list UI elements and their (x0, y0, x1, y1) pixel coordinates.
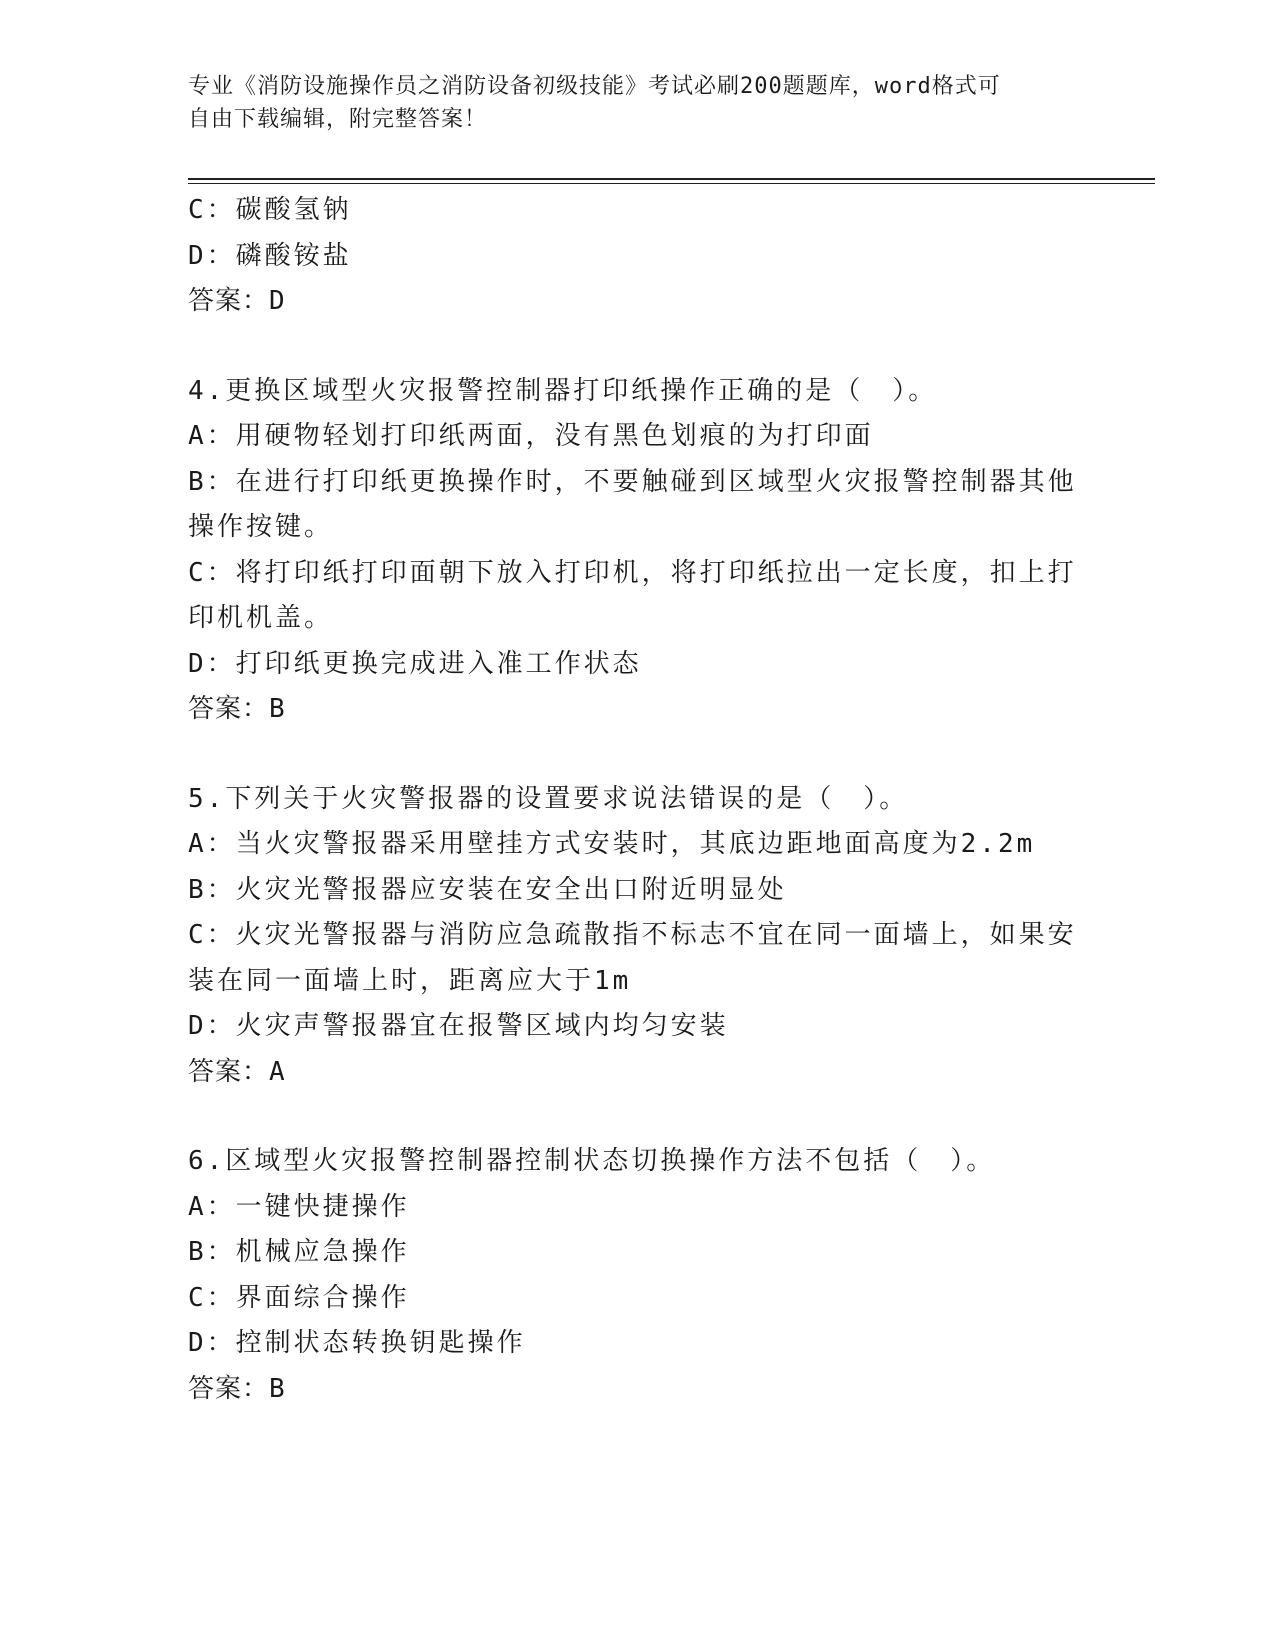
option-c-line-1: C：将打印纸打印面朝下放入打印机，将打印纸拉出一定长度，扣上打 (188, 557, 1077, 588)
option-c: C：碳酸氢钠 (188, 195, 352, 225)
answer-line: 答案：B (188, 694, 286, 724)
option-a: A：用硬物轻划打印纸两面，没有黑色划痕的为打印面 (188, 421, 874, 451)
option-c-line-1: C：火灾光警报器与消防应急疏散指不标志不宜在同一面墙上，如果安 (188, 920, 1077, 950)
option-a: A：一键快捷操作 (188, 1191, 410, 1222)
header-divider-thin (188, 183, 1155, 184)
option-c-line-2: 印机机盖。 (188, 603, 334, 633)
question-4 (188, 369, 1088, 733)
option-c-line-2: 装在同一面墙上时，距离应大于1m (188, 965, 632, 996)
spacer (188, 325, 1088, 369)
answer-line: 答案：D (188, 286, 286, 316)
question-5 (188, 777, 1088, 1096)
option-d: D：磷酸铵盐 (188, 240, 352, 271)
page-header (188, 70, 1088, 136)
option-d: D：火灾声警报器宜在报警区域内均匀安装 (188, 1011, 729, 1041)
option-b: B：火灾光警报器应安装在安全出口附近明显处 (188, 874, 787, 905)
question-list (188, 188, 1088, 1412)
question-text: 4.更换区域型火灾报警控制器打印纸操作正确的是（ ）。 (188, 375, 938, 406)
option-b-line-2: 操作按键。 (188, 512, 334, 542)
question-text: 6.区域型火灾报警控制器控制状态切换操作方法不包括（ ）。 (188, 1146, 996, 1176)
option-b: B：机械应急操作 (188, 1237, 410, 1267)
answer-line: 答案：B (188, 1373, 286, 1404)
option-d: D：打印纸更换完成进入准工作状态 (188, 648, 642, 679)
option-c: C：界面综合操作 (188, 1282, 410, 1313)
header-divider-thick (188, 178, 1155, 180)
option-b-line-1: B：在进行打印纸更换操作时，不要触碰到区域型火灾报警控制器其他 (188, 466, 1077, 497)
spacer (188, 733, 1088, 777)
question-text: 5.下列关于火灾警报器的设置要求说法错误的是（ ）。 (188, 783, 909, 814)
header-line-1: 专业《消防设施操作员之消防设备初级技能》考试必刷200题题库，word格式可 (188, 74, 1001, 99)
question-6 (188, 1139, 1088, 1412)
header-line-2: 自由下载编辑，附完整答案！ (188, 107, 488, 132)
answer-line: 答案：A (188, 1056, 286, 1087)
option-d: D：控制状态转换钥匙操作 (188, 1328, 526, 1358)
spacer (188, 1095, 1088, 1139)
option-a: A：当火灾警报器采用壁挂方式安装时，其底边距地面高度为2.2m (188, 829, 1036, 859)
question-3-tail (188, 188, 1088, 325)
